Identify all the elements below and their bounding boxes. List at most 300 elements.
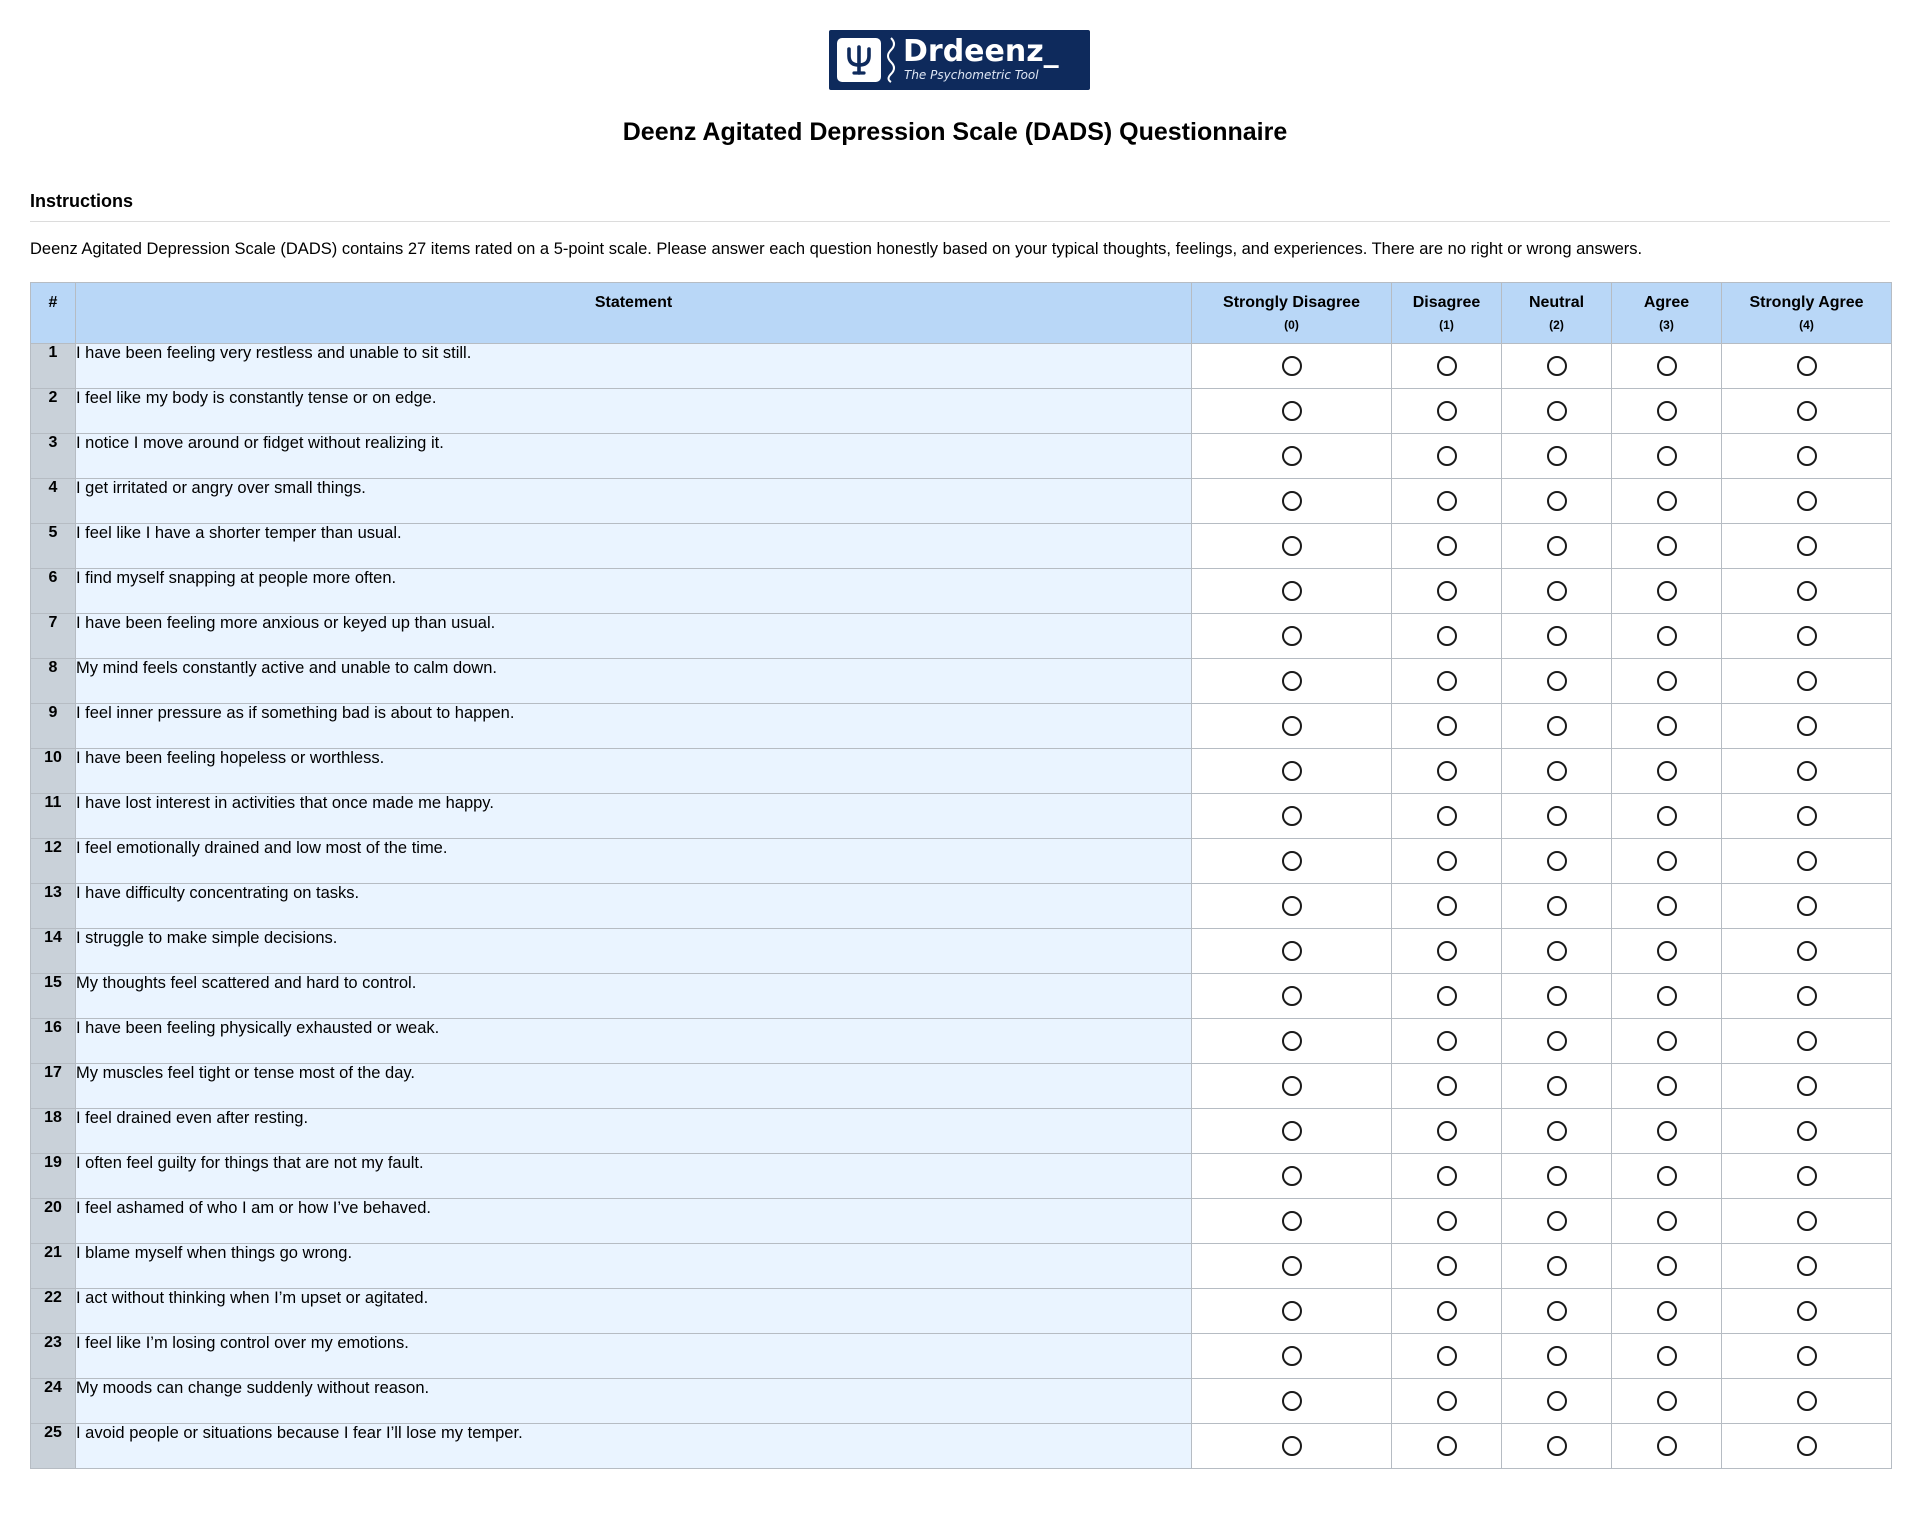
radio-option[interactable]	[1282, 401, 1302, 421]
header-option-score: (3)	[1659, 318, 1674, 332]
radio-option[interactable]	[1282, 1121, 1302, 1141]
radio-option[interactable]	[1797, 1121, 1817, 1141]
radio-option[interactable]	[1657, 1346, 1677, 1366]
option-cell[interactable]	[1192, 704, 1392, 749]
radio-option[interactable]	[1437, 1166, 1457, 1186]
radio-option[interactable]	[1657, 401, 1677, 421]
radio-option[interactable]	[1547, 896, 1567, 916]
radio-option[interactable]	[1547, 581, 1567, 601]
option-cell[interactable]	[1612, 1154, 1722, 1199]
item-statement: I feel like my body is constantly tense or on edge.	[76, 389, 1192, 434]
item-number: 24	[31, 1379, 76, 1424]
radio-option[interactable]	[1657, 536, 1677, 556]
item-statement: I feel like I’m losing control over my emotions.	[76, 1334, 1192, 1379]
radio-option[interactable]	[1437, 716, 1457, 736]
item-number: 20	[31, 1199, 76, 1244]
radio-option[interactable]	[1657, 896, 1677, 916]
option-cell[interactable]	[1722, 974, 1892, 1019]
radio-option[interactable]	[1797, 806, 1817, 826]
radio-option[interactable]	[1797, 356, 1817, 376]
item-number: 10	[31, 749, 76, 794]
option-cell[interactable]	[1612, 1199, 1722, 1244]
option-cell[interactable]	[1722, 794, 1892, 839]
radio-option[interactable]	[1657, 1391, 1677, 1411]
item-number: 12	[31, 839, 76, 884]
table-row	[31, 704, 1892, 749]
option-cell[interactable]	[1192, 479, 1392, 524]
item-number: 4	[31, 479, 76, 524]
table-row	[31, 749, 1892, 794]
option-cell[interactable]	[1612, 1424, 1722, 1469]
option-cell[interactable]	[1502, 794, 1612, 839]
radio-option[interactable]	[1797, 896, 1817, 916]
item-statement: I struggle to make simple decisions.	[76, 929, 1192, 974]
option-cell[interactable]	[1392, 569, 1502, 614]
radio-option[interactable]	[1547, 1121, 1567, 1141]
option-cell[interactable]	[1502, 839, 1612, 884]
option-cell[interactable]	[1722, 749, 1892, 794]
radio-option[interactable]	[1282, 986, 1302, 1006]
option-cell[interactable]	[1502, 434, 1612, 479]
table-row	[31, 434, 1892, 479]
radio-option[interactable]	[1437, 356, 1457, 376]
item-statement: I feel emotionally drained and low most of the time.	[76, 839, 1192, 884]
radio-option[interactable]	[1437, 401, 1457, 421]
item-statement: I find myself snapping at people more often.	[76, 569, 1192, 614]
radio-option[interactable]	[1547, 806, 1567, 826]
option-cell[interactable]	[1612, 974, 1722, 1019]
option-cell[interactable]	[1192, 569, 1392, 614]
option-cell[interactable]	[1612, 659, 1722, 704]
radio-option[interactable]	[1437, 1031, 1457, 1051]
option-cell[interactable]	[1192, 794, 1392, 839]
option-cell[interactable]	[1612, 794, 1722, 839]
item-statement: My moods can change suddenly without reason.	[76, 1379, 1192, 1424]
option-cell[interactable]	[1192, 1244, 1392, 1289]
item-statement: My thoughts feel scattered and hard to control.	[76, 974, 1192, 1019]
radio-option[interactable]	[1547, 1076, 1567, 1096]
radio-option[interactable]	[1657, 761, 1677, 781]
radio-option[interactable]	[1547, 671, 1567, 691]
radio-option[interactable]	[1547, 401, 1567, 421]
option-cell[interactable]	[1612, 884, 1722, 929]
item-number: 19	[31, 1154, 76, 1199]
option-cell[interactable]	[1392, 1424, 1502, 1469]
radio-option[interactable]	[1657, 1031, 1677, 1051]
radio-option[interactable]	[1437, 941, 1457, 961]
radio-option[interactable]	[1437, 581, 1457, 601]
radio-option[interactable]	[1547, 1436, 1567, 1456]
radio-option[interactable]	[1547, 761, 1567, 781]
header-option-score: (0)	[1284, 318, 1299, 332]
option-cell[interactable]	[1502, 884, 1612, 929]
radio-option[interactable]	[1282, 806, 1302, 826]
radio-option[interactable]	[1547, 1031, 1567, 1051]
radio-option[interactable]	[1282, 1436, 1302, 1456]
option-cell[interactable]	[1612, 749, 1722, 794]
item-statement: I often feel guilty for things that are not my fault.	[76, 1154, 1192, 1199]
option-cell[interactable]	[1502, 569, 1612, 614]
option-cell[interactable]	[1722, 929, 1892, 974]
option-cell[interactable]	[1502, 389, 1612, 434]
option-cell[interactable]	[1192, 434, 1392, 479]
table-row	[31, 1289, 1892, 1334]
option-cell[interactable]	[1392, 749, 1502, 794]
option-cell[interactable]	[1502, 1289, 1612, 1334]
option-cell[interactable]	[1722, 479, 1892, 524]
radio-option[interactable]	[1437, 806, 1457, 826]
option-cell[interactable]	[1722, 614, 1892, 659]
option-cell[interactable]	[1192, 749, 1392, 794]
option-cell[interactable]	[1612, 524, 1722, 569]
option-cell[interactable]	[1502, 1334, 1612, 1379]
option-cell[interactable]	[1612, 1064, 1722, 1109]
radio-option[interactable]	[1657, 851, 1677, 871]
option-cell[interactable]	[1722, 704, 1892, 749]
option-cell[interactable]	[1722, 1424, 1892, 1469]
option-cell[interactable]	[1192, 1199, 1392, 1244]
radio-option[interactable]	[1657, 1166, 1677, 1186]
radio-option[interactable]	[1282, 1391, 1302, 1411]
radio-option[interactable]	[1547, 536, 1567, 556]
option-cell[interactable]	[1612, 1289, 1722, 1334]
option-cell[interactable]	[1392, 839, 1502, 884]
option-cell[interactable]	[1392, 479, 1502, 524]
radio-option[interactable]	[1657, 1301, 1677, 1321]
radio-option[interactable]	[1282, 446, 1302, 466]
radio-option[interactable]	[1547, 851, 1567, 871]
item-number: 9	[31, 704, 76, 749]
radio-option[interactable]	[1437, 896, 1457, 916]
radio-option[interactable]	[1657, 626, 1677, 646]
item-number: 7	[31, 614, 76, 659]
item-number: 15	[31, 974, 76, 1019]
radio-option[interactable]	[1282, 1076, 1302, 1096]
radio-option[interactable]	[1657, 716, 1677, 736]
option-cell[interactable]	[1392, 389, 1502, 434]
radio-option[interactable]	[1657, 446, 1677, 466]
radio-option[interactable]	[1797, 851, 1817, 871]
table-row	[31, 479, 1892, 524]
option-cell[interactable]	[1502, 524, 1612, 569]
option-cell[interactable]	[1612, 839, 1722, 884]
table-body	[31, 344, 1892, 1469]
option-cell[interactable]	[1612, 389, 1722, 434]
option-cell[interactable]	[1502, 479, 1612, 524]
option-cell[interactable]	[1192, 389, 1392, 434]
option-cell[interactable]	[1392, 974, 1502, 1019]
item-statement: I have been feeling very restless and unable to sit still.	[76, 344, 1192, 389]
option-cell[interactable]	[1722, 1064, 1892, 1109]
radio-option[interactable]	[1282, 851, 1302, 871]
option-cell[interactable]	[1502, 659, 1612, 704]
radio-option[interactable]	[1547, 986, 1567, 1006]
radio-option[interactable]	[1657, 806, 1677, 826]
option-cell[interactable]	[1192, 974, 1392, 1019]
radio-option[interactable]	[1657, 356, 1677, 376]
option-cell[interactable]	[1392, 884, 1502, 929]
option-cell[interactable]	[1502, 1379, 1612, 1424]
option-cell[interactable]	[1612, 614, 1722, 659]
radio-option[interactable]	[1657, 1121, 1677, 1141]
radio-option[interactable]	[1797, 401, 1817, 421]
radio-option[interactable]	[1797, 1346, 1817, 1366]
option-cell[interactable]	[1192, 1064, 1392, 1109]
option-cell[interactable]	[1722, 1289, 1892, 1334]
radio-option[interactable]	[1437, 1211, 1457, 1231]
option-cell[interactable]	[1612, 344, 1722, 389]
radio-option[interactable]	[1437, 1436, 1457, 1456]
radio-option[interactable]	[1797, 761, 1817, 781]
option-cell[interactable]	[1612, 1109, 1722, 1154]
option-cell[interactable]	[1612, 569, 1722, 614]
option-cell[interactable]	[1502, 344, 1612, 389]
option-cell[interactable]	[1192, 1289, 1392, 1334]
option-cell[interactable]	[1722, 389, 1892, 434]
option-cell[interactable]	[1502, 929, 1612, 974]
option-cell[interactable]	[1722, 1019, 1892, 1064]
radio-option[interactable]	[1437, 671, 1457, 691]
option-cell[interactable]	[1612, 1019, 1722, 1064]
radio-option[interactable]	[1797, 581, 1817, 601]
radio-option[interactable]	[1797, 1166, 1817, 1186]
radio-option[interactable]	[1797, 1391, 1817, 1411]
radio-option[interactable]	[1282, 941, 1302, 961]
radio-option[interactable]	[1797, 446, 1817, 466]
radio-option[interactable]	[1282, 626, 1302, 646]
header-option	[1502, 283, 1612, 344]
radio-option[interactable]	[1797, 1436, 1817, 1456]
radio-option[interactable]	[1282, 716, 1302, 736]
option-cell[interactable]	[1392, 524, 1502, 569]
option-cell[interactable]	[1502, 1424, 1612, 1469]
radio-option[interactable]	[1282, 1211, 1302, 1231]
option-cell[interactable]	[1612, 929, 1722, 974]
option-cell[interactable]	[1612, 479, 1722, 524]
option-cell[interactable]	[1722, 1109, 1892, 1154]
radio-option[interactable]	[1437, 446, 1457, 466]
header-option-label: Neutral	[1528, 294, 1585, 311]
radio-option[interactable]	[1282, 536, 1302, 556]
header-number: #	[31, 283, 76, 344]
option-cell[interactable]	[1722, 1154, 1892, 1199]
option-cell[interactable]	[1392, 1244, 1502, 1289]
radio-option[interactable]	[1437, 851, 1457, 871]
option-cell[interactable]	[1392, 344, 1502, 389]
header-option-label: Strongly Disagree	[1223, 294, 1360, 311]
radio-option[interactable]	[1282, 896, 1302, 916]
option-cell[interactable]	[1392, 1334, 1502, 1379]
radio-option[interactable]	[1547, 1301, 1567, 1321]
option-cell[interactable]	[1502, 974, 1612, 1019]
radio-option[interactable]	[1657, 1256, 1677, 1276]
radio-option[interactable]	[1437, 1346, 1457, 1366]
option-cell[interactable]	[1502, 1109, 1612, 1154]
option-cell[interactable]	[1502, 1064, 1612, 1109]
option-cell[interactable]	[1192, 1379, 1392, 1424]
option-cell[interactable]	[1192, 524, 1392, 569]
option-cell[interactable]	[1192, 659, 1392, 704]
radio-option[interactable]	[1797, 491, 1817, 511]
header-option	[1192, 283, 1392, 344]
option-cell[interactable]	[1502, 1019, 1612, 1064]
radio-option[interactable]	[1437, 1121, 1457, 1141]
item-statement: I notice I move around or fidget without realizing it.	[76, 434, 1192, 479]
radio-option[interactable]	[1797, 716, 1817, 736]
option-cell[interactable]	[1192, 1019, 1392, 1064]
item-statement: My mind feels constantly active and unable to calm down.	[76, 659, 1192, 704]
radio-option[interactable]	[1797, 1031, 1817, 1051]
option-cell[interactable]	[1192, 344, 1392, 389]
option-cell[interactable]	[1722, 1334, 1892, 1379]
table-row	[31, 1109, 1892, 1154]
option-cell[interactable]	[1722, 884, 1892, 929]
table-row	[31, 524, 1892, 569]
radio-option[interactable]	[1797, 1076, 1817, 1096]
option-cell[interactable]	[1392, 1064, 1502, 1109]
radio-option[interactable]	[1282, 1301, 1302, 1321]
item-statement: My muscles feel tight or tense most of the day.	[76, 1064, 1192, 1109]
option-cell[interactable]	[1192, 929, 1392, 974]
option-cell[interactable]	[1722, 659, 1892, 704]
table-row	[31, 839, 1892, 884]
radio-option[interactable]	[1437, 536, 1457, 556]
option-cell[interactable]	[1392, 794, 1502, 839]
item-number: 5	[31, 524, 76, 569]
radio-option[interactable]	[1797, 1211, 1817, 1231]
item-statement: I blame myself when things go wrong.	[76, 1244, 1192, 1289]
radio-option[interactable]	[1437, 491, 1457, 511]
option-cell[interactable]	[1192, 839, 1392, 884]
item-statement: I feel ashamed of who I am or how I’ve behaved.	[76, 1199, 1192, 1244]
radio-option[interactable]	[1282, 1346, 1302, 1366]
radio-option[interactable]	[1437, 1076, 1457, 1096]
header-option-label: Agree	[1643, 294, 1690, 311]
radio-option[interactable]	[1437, 986, 1457, 1006]
radio-option[interactable]	[1547, 941, 1567, 961]
radio-option[interactable]	[1282, 1031, 1302, 1051]
option-cell[interactable]	[1612, 1379, 1722, 1424]
radio-option[interactable]	[1437, 1391, 1457, 1411]
radio-option[interactable]	[1657, 941, 1677, 961]
radio-option[interactable]	[1547, 626, 1567, 646]
option-cell[interactable]	[1392, 1154, 1502, 1199]
option-cell[interactable]	[1392, 614, 1502, 659]
radio-option[interactable]	[1547, 491, 1567, 511]
radio-option[interactable]	[1437, 1256, 1457, 1276]
radio-option[interactable]	[1547, 1256, 1567, 1276]
item-statement: I feel like I have a shorter temper than usual.	[76, 524, 1192, 569]
radio-option[interactable]	[1797, 941, 1817, 961]
option-cell[interactable]	[1722, 434, 1892, 479]
radio-option[interactable]	[1547, 1166, 1567, 1186]
radio-option[interactable]	[1657, 1211, 1677, 1231]
radio-option[interactable]	[1437, 626, 1457, 646]
option-cell[interactable]	[1722, 1244, 1892, 1289]
radio-option[interactable]	[1797, 626, 1817, 646]
radio-option[interactable]	[1547, 1211, 1567, 1231]
logo-wave-divider-icon	[887, 36, 899, 84]
header-option	[1612, 283, 1722, 344]
option-cell[interactable]	[1192, 1109, 1392, 1154]
option-cell[interactable]	[1612, 704, 1722, 749]
option-cell[interactable]	[1722, 839, 1892, 884]
option-cell[interactable]	[1192, 884, 1392, 929]
radio-option[interactable]	[1282, 671, 1302, 691]
option-cell[interactable]	[1722, 569, 1892, 614]
option-cell[interactable]	[1502, 704, 1612, 749]
option-cell[interactable]	[1722, 1199, 1892, 1244]
option-cell[interactable]	[1192, 1334, 1392, 1379]
option-cell[interactable]	[1392, 1289, 1502, 1334]
option-cell[interactable]	[1392, 1019, 1502, 1064]
option-cell[interactable]	[1392, 1199, 1502, 1244]
radio-option[interactable]	[1282, 356, 1302, 376]
radio-option[interactable]	[1657, 986, 1677, 1006]
item-number: 2	[31, 389, 76, 434]
option-cell[interactable]	[1392, 929, 1502, 974]
option-cell[interactable]	[1722, 524, 1892, 569]
option-cell[interactable]	[1612, 434, 1722, 479]
table-row	[31, 1244, 1892, 1289]
radio-option[interactable]	[1282, 491, 1302, 511]
option-cell[interactable]	[1612, 1244, 1722, 1289]
radio-option[interactable]	[1797, 536, 1817, 556]
option-cell[interactable]	[1392, 434, 1502, 479]
option-cell[interactable]	[1612, 1334, 1722, 1379]
table-row	[31, 884, 1892, 929]
option-cell[interactable]	[1502, 1244, 1612, 1289]
option-cell[interactable]	[1722, 344, 1892, 389]
radio-option[interactable]	[1657, 1436, 1677, 1456]
radio-option[interactable]	[1437, 1301, 1457, 1321]
option-cell[interactable]	[1392, 1109, 1502, 1154]
radio-option[interactable]	[1547, 1391, 1567, 1411]
option-cell[interactable]	[1192, 1424, 1392, 1469]
option-cell[interactable]	[1502, 614, 1612, 659]
item-number: 6	[31, 569, 76, 614]
radio-option[interactable]	[1657, 581, 1677, 601]
radio-option[interactable]	[1797, 1301, 1817, 1321]
option-cell[interactable]	[1392, 704, 1502, 749]
radio-option[interactable]	[1437, 761, 1457, 781]
radio-option[interactable]	[1547, 446, 1567, 466]
radio-option[interactable]	[1797, 671, 1817, 691]
radio-option[interactable]	[1547, 356, 1567, 376]
radio-option[interactable]	[1282, 761, 1302, 781]
option-cell[interactable]	[1722, 1379, 1892, 1424]
radio-option[interactable]	[1547, 1346, 1567, 1366]
option-cell[interactable]	[1392, 1379, 1502, 1424]
radio-option[interactable]	[1657, 491, 1677, 511]
option-cell[interactable]	[1192, 1154, 1392, 1199]
radio-option[interactable]	[1282, 581, 1302, 601]
item-statement: I avoid people or situations because I fear I’ll lose my temper.	[76, 1424, 1192, 1469]
radio-option[interactable]	[1282, 1256, 1302, 1276]
radio-option[interactable]	[1547, 716, 1567, 736]
radio-option[interactable]	[1282, 1166, 1302, 1186]
radio-option[interactable]	[1657, 671, 1677, 691]
radio-option[interactable]	[1797, 986, 1817, 1006]
option-cell[interactable]	[1502, 749, 1612, 794]
radio-option[interactable]	[1797, 1256, 1817, 1276]
option-cell[interactable]	[1192, 614, 1392, 659]
radio-option[interactable]	[1657, 1076, 1677, 1096]
option-cell[interactable]	[1392, 659, 1502, 704]
table-row	[31, 1064, 1892, 1109]
option-cell[interactable]	[1502, 1199, 1612, 1244]
option-cell[interactable]	[1502, 1154, 1612, 1199]
